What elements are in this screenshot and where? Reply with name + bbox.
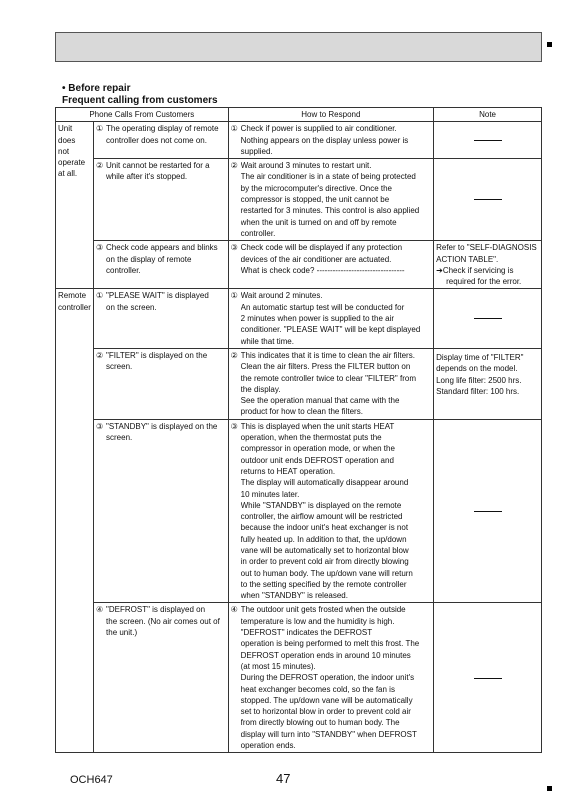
- response-text: controller, the airflow amount will be restricted: [240, 512, 403, 522]
- response-text: While "STANDBY" is displayed on the remote: [240, 500, 402, 510]
- call-text: Unit cannot be restarted for a: [106, 161, 210, 171]
- response-cell: [228, 348, 433, 419]
- response-text: The air conditioner is in a state of being protected: [240, 172, 416, 182]
- note-cell-empty: [434, 159, 542, 241]
- note-cell: [434, 348, 542, 419]
- category-label: controller: [58, 302, 91, 312]
- call-cell: [94, 289, 229, 348]
- response-text: when "STANDBY" is released.: [240, 591, 348, 601]
- note-text: depends on the model.: [436, 364, 518, 374]
- call-text: on the display of remote: [106, 254, 192, 264]
- item-number: ③: [230, 421, 238, 431]
- response-text: DEFROST operation ends in around 10 minutes: [240, 650, 411, 660]
- dash-line: [474, 140, 502, 141]
- response-text: The outdoor unit gets frosted when the outside: [240, 605, 406, 615]
- response-text: restarted for 3 minutes. This control is also applied: [240, 206, 420, 216]
- call-cell: [94, 241, 229, 289]
- note-cell-empty: [434, 122, 542, 159]
- dash-line: [474, 318, 502, 319]
- call-cell: [94, 159, 229, 241]
- response-text: controller.: [240, 228, 276, 238]
- response-text: conditioner. "PLEASE WAIT" will be kept displayed: [240, 325, 421, 335]
- response-text: Wait around 2 minutes.: [240, 291, 323, 301]
- call-text: "DEFROST" is displayed on: [106, 605, 206, 615]
- note-text: Display time of "FILTER": [436, 352, 524, 362]
- item-number: ③: [96, 421, 104, 431]
- category-label: Remote: [58, 291, 87, 301]
- dash-line: [474, 511, 502, 512]
- note-cell-empty: [434, 419, 542, 603]
- item-number: ④: [230, 605, 238, 615]
- item-number: ②: [230, 350, 238, 360]
- response-text: to the setting specified by the remote controller: [240, 579, 407, 589]
- response-text: operation, when the thermostat puts the: [240, 433, 382, 443]
- response-text: out to human body. The up/down vane will return: [240, 568, 413, 578]
- response-text: fully heated up. In addition to that, the up/down: [240, 534, 407, 544]
- call-text: controller does not come on.: [106, 135, 207, 145]
- call-cell: [94, 348, 229, 419]
- response-text: During the DEFROST operation, the indoor unit's: [240, 673, 415, 683]
- response-text: display will turn into "STANDBY" when DEFROST: [240, 729, 417, 739]
- response-text: the display.: [240, 384, 281, 394]
- call-text: while after it's stopped.: [106, 172, 188, 182]
- table-row: [56, 122, 542, 159]
- table-row: [56, 289, 542, 348]
- call-text: on the screen.: [106, 302, 157, 312]
- note-text: ➔Check if servicing is: [436, 265, 514, 275]
- response-text: See the operation manual that came with the: [240, 396, 400, 406]
- section-title: • Before repair: [62, 83, 131, 94]
- response-text: product for how to clean the filters.: [240, 407, 363, 417]
- note-text: Refer to "SELF-DIAGNOSIS: [436, 243, 537, 253]
- edge-mark: [547, 42, 552, 47]
- response-text: because the indoor unit's heat exchanger is not: [240, 523, 409, 533]
- note-text: required for the error.: [446, 277, 522, 287]
- header-note: Note: [434, 108, 542, 122]
- response-text: compressor is stopped, the unit cannot be: [240, 195, 390, 205]
- response-cell: [228, 241, 433, 289]
- item-number: ①: [230, 291, 238, 301]
- dash-line: [474, 678, 502, 679]
- response-text: An automatic startup test will be conducted for: [240, 302, 405, 312]
- response-cell: [228, 122, 433, 159]
- call-text: Check code appears and blinks: [106, 243, 218, 253]
- call-text: the unit.): [106, 628, 138, 638]
- response-text: Check code will be displayed if any protection: [240, 243, 403, 253]
- response-text: from directly blowing out to human body. The: [240, 718, 400, 728]
- response-text: Check if power is supplied to air conditioner.: [240, 124, 397, 134]
- response-text: This indicates that it is time to clean the air filters.: [240, 350, 415, 360]
- response-cell: [228, 289, 433, 348]
- call-text: "FILTER" is displayed on the: [106, 350, 208, 360]
- header-banner: [55, 32, 542, 62]
- note-text: Standard filter: 100 hrs.: [436, 386, 520, 396]
- call-text: the screen. (No air comes out of: [106, 616, 220, 626]
- response-text: 2 minutes when power is supplied to the air: [240, 314, 395, 324]
- note-text: ACTION TABLE".: [436, 254, 499, 264]
- call-text: "PLEASE WAIT" is displayed: [106, 291, 209, 301]
- call-text: screen.: [106, 362, 133, 372]
- response-text: 10 minutes later.: [240, 489, 300, 499]
- table-row: [56, 419, 542, 603]
- response-text: vane will be automatically set to horizontal blow: [240, 545, 409, 555]
- response-text: What is check code? ---------------------------------: [240, 265, 405, 275]
- response-text: The display will automatically disappear around: [240, 478, 409, 488]
- troubleshooting-table: [55, 107, 542, 753]
- note-cell-empty: [434, 603, 542, 753]
- item-number: ②: [96, 161, 104, 171]
- item-number: ③: [96, 243, 104, 253]
- table-row: [56, 348, 542, 419]
- call-text: screen.: [106, 433, 133, 443]
- category-label: not operate: [58, 146, 86, 168]
- response-text: supplied.: [240, 146, 273, 156]
- item-number: ①: [96, 291, 104, 301]
- section-heading: [62, 83, 218, 107]
- response-cell: [228, 603, 433, 753]
- response-text: operation is being performed to melt this frost. The: [240, 639, 420, 649]
- header-respond: How to Respond: [228, 108, 433, 122]
- response-text: "DEFROST" indicates the DEFROST: [240, 628, 373, 638]
- dash-line: [474, 199, 502, 200]
- response-text: outdoor unit ends DEFROST operation and: [240, 455, 394, 465]
- response-text: by the microcomputer's directive. Once the: [240, 183, 392, 193]
- response-cell: [228, 159, 433, 241]
- call-text: The operating display of remote: [106, 124, 219, 134]
- response-text: temperature is low and the humidity is high.: [240, 616, 395, 626]
- response-text: Wait around 3 minutes to restart unit.: [240, 161, 372, 171]
- response-text: heat exchanger becomes cold, so the fan is: [240, 684, 395, 694]
- call-text: controller.: [106, 265, 141, 275]
- item-number: ①: [96, 124, 104, 134]
- note-cell-empty: [434, 289, 542, 348]
- call-cell: [94, 603, 229, 753]
- category-label: Unit does: [58, 124, 76, 145]
- model-code: OCH647: [70, 774, 113, 786]
- note-cell: [434, 241, 542, 289]
- call-text: "STANDBY" is displayed on the: [106, 421, 218, 431]
- response-text: set to horizontal blow in order to prevent cold air: [240, 707, 411, 717]
- response-text: This is displayed when the unit starts HEAT: [240, 421, 395, 431]
- section-subtitle: Frequent calling from customers: [62, 95, 218, 106]
- item-number: ②: [230, 161, 238, 171]
- response-text: operation ends.: [240, 741, 296, 751]
- page-number: 47: [276, 771, 291, 786]
- item-number: ④: [96, 605, 104, 615]
- response-text: in order to prevent cold air from directly blowing: [240, 557, 409, 567]
- response-text: returns to HEAT operation.: [240, 466, 336, 476]
- header-calls: Phone Calls From Customers: [56, 108, 229, 122]
- response-text: stopped. The up/down vane will be automatically: [240, 695, 413, 705]
- table-row: [56, 241, 542, 289]
- response-text: while that time.: [240, 336, 294, 346]
- edge-mark: [547, 786, 552, 791]
- response-text: Nothing appears on the display unless power is: [240, 135, 409, 145]
- table-header-row: [56, 108, 542, 122]
- category-cell: [56, 289, 94, 753]
- response-text: compressor in operation mode, or when the: [240, 444, 395, 454]
- note-text: Long life filter: 2500 hrs.: [436, 375, 522, 385]
- category-label: at all.: [58, 169, 78, 179]
- response-text: Clean the air filters. Press the FILTER button on: [240, 362, 411, 372]
- response-cell: [228, 419, 433, 603]
- response-text: when the unit is turned on and off by remote: [240, 217, 397, 227]
- response-text: devices of the air conditioner are actuated.: [240, 254, 392, 264]
- table-row: [56, 603, 542, 753]
- table-row: [56, 159, 542, 241]
- call-cell: [94, 122, 229, 159]
- response-text: the remote controller twice to clear "FILTER" from: [240, 373, 416, 383]
- item-number: ③: [230, 243, 238, 253]
- call-cell: [94, 419, 229, 603]
- response-text: (at most 15 minutes).: [240, 661, 316, 671]
- item-number: ②: [96, 350, 104, 360]
- item-number: ①: [230, 124, 238, 134]
- category-cell: [56, 122, 94, 289]
